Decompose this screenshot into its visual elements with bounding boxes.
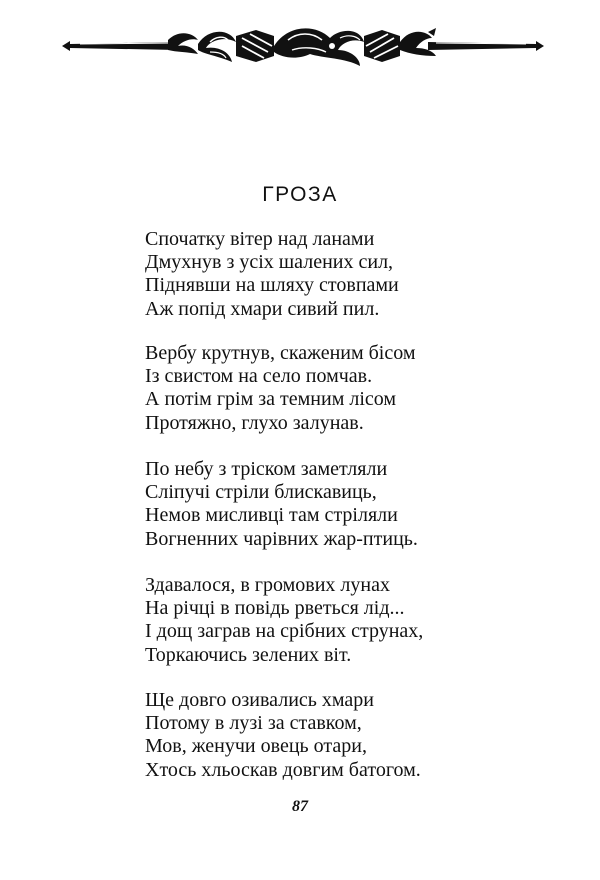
stanza-3 <box>145 458 545 551</box>
stanza-4 <box>145 574 545 667</box>
poem-line: Мов, женучи овець отари, <box>145 735 367 758</box>
poem-line: Вогненних чарівних жар-птиць. <box>145 527 418 550</box>
poem-line: По небу з тріском заметляли <box>145 458 388 480</box>
page-number: 87 <box>292 798 308 815</box>
poem-line: Вербу крутнув, скаженим бісом <box>145 342 416 364</box>
poem-line: Немов мисливці там стріляли <box>145 504 398 527</box>
poem-line: А потім грім за темним лісом <box>145 388 397 411</box>
poem-line: Із свистом на село помчав. <box>145 365 373 388</box>
poem-line: Ще довго озивались хмари <box>145 689 374 711</box>
poem-line: Торкаючись зелених віт. <box>145 643 352 666</box>
stanza-2 <box>145 342 545 435</box>
poem-title: ГРОЗА <box>262 183 338 206</box>
stanza-5 <box>145 689 545 782</box>
poem-line: Аж попід хмари сивий пил. <box>145 297 380 320</box>
stanza-1 <box>145 228 545 321</box>
poem-line: Дмухнув з усіх шалених сил, <box>145 251 394 274</box>
poem-line: Хтось хльоскав довгим батогом. <box>145 758 421 781</box>
poem-line: Спочатку вітер над ланами <box>145 228 375 250</box>
poem-line: Піднявши на шляху стовпами <box>145 274 399 297</box>
poem-line: Протяжно, глухо залунав. <box>145 411 364 434</box>
poem-line: Здавалося, в громових лунах <box>145 574 390 596</box>
poem-line: І дощ заграв на срібних струнах, <box>145 620 424 643</box>
poem-line: На річці в повідь рветься лід... <box>145 597 405 620</box>
poem-line: Сліпучі стріли блискавиць, <box>145 481 377 504</box>
decorative-header-ornament <box>60 22 546 68</box>
poem-line: Потому в лузі за ставком, <box>145 712 362 735</box>
